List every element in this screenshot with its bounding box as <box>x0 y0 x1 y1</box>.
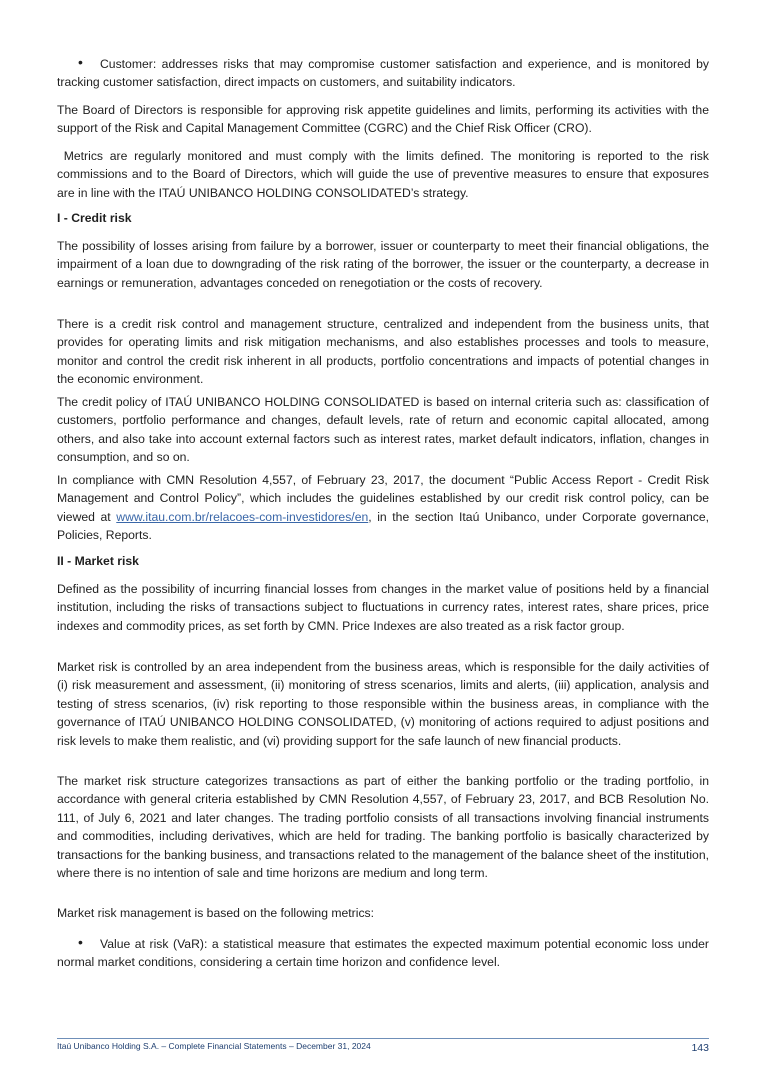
credit-para-4-before: In compliance with CMN Resolution 4,557, of February 23, 2017, the document “Public Access Report - Credit Risk Management and Control Policy”, which includes the guidelines established by our credit risk control policy, can be viewed at <box>57 473 709 524</box>
para-metrics: Metrics are regularly monitored and must comply with the limits defined. The monitoring is reported to the risk commissions and to the Board of Directors, which will guide the use of preventive measures to ensure that exposures are in line with the ITAÚ UNIBANCO HOLDING CONSOLIDATED’s strategy. <box>57 149 713 200</box>
footer-document-title: Itaú Unibanco Holding S.A. – Complete Financial Statements – December 31, 2024 <box>57 1041 371 1051</box>
credit-para-4-after: , in the section Itaú Unibanco, under Corporate governance, Policies, Reports. <box>57 509 710 543</box>
heading-credit-risk: I - Credit risk <box>57 211 132 225</box>
bullet-var <box>57 935 709 972</box>
market-para-2: Market risk is controlled by an area independent from the business areas, which is responsible for the daily activities of (i) risk measurement and assessment, (ii) monitoring of stress scenarios, limits and alerts, (iii) application, analysis and testing of stress scenarios, (iv) risk reporting to those responsible within the business areas, in compliance with the governance of ITAÚ UNIBANCO HOLDING CONSOLIDATED, (v) monitoring of actions required to adjust positions and risk levels to make them realistic, and (vi) providing support for the safe launch of new financial products. <box>57 660 709 748</box>
bullet-customer <box>57 55 709 92</box>
investor-relations-link[interactable]: www.itau.com.br/relacoes-com-investidores/en <box>116 509 369 524</box>
bullet-symbol: • <box>78 54 83 70</box>
heading-market-risk: II - Market risk <box>57 554 139 568</box>
market-para-1: Defined as the possibility of incurring financial losses from changes in the market value of positions held by a financial institution, including the risks of transactions subject to fluctuations in currency rates, interest rates, share prices, price indexes and commodity prices, as set forth by CMN. Price Indexes are also treated as a risk factor group. <box>57 582 709 633</box>
market-para-3: The market risk structure categorizes transactions as part of either the banking portfolio or the trading portfolio, in accordance with general criteria established by CMN Resolution 4,557, of February 23, 2017, and BCB Resolution No. 111, of July 6, 2021 and later changes. The trading portfolio consists of all transactions involving financial instruments and commodities, including derivatives, which are held for trading. The banking portfolio is basically characterized by transactions for the banking business, and transactions related to the management of the balance sheet of the institution, where there is no intention of sale and time horizons are medium and long term. <box>57 774 709 881</box>
page-number: 143 <box>691 1042 709 1054</box>
credit-para-2: There is a credit risk control and management structure, centralized and independent from the business units, that provides for operating limits and risk mitigation mechanisms, and also establishes processes and tools to measure, monitor and control the credit risk inherent in all products, portfolio concentrations and impacts of potential changes in the economic environment. <box>57 317 709 387</box>
credit-para-3: The credit policy of ITAÚ UNIBANCO HOLDING CONSOLIDATED is based on internal criteria such as: classification of customers, portfolio performance and changes, default levels, rate of return and economic capital allocated, among others, and also take into account external factors such as interest rates, market default indicators, inflation, changes in consumption, and so on. <box>57 395 709 465</box>
credit-para-1: The possibility of losses arising from failure by a borrower, issuer or counterparty to meet their financial obligations, the impairment of a loan due to downgrading of the risk rating of the borrower, the issuer or the counterparty, a decrease in earnings or remuneration, advantages conceded on renegotiation or the costs of recovery. <box>57 239 709 290</box>
bullet-symbol: • <box>78 934 83 950</box>
para-board: The Board of Directors is responsible for approving risk appetite guidelines and limits, performing its activities with the support of the Risk and Capital Management Committee (CGRC) and the Chief Risk Officer (CRO). <box>57 103 709 136</box>
credit-para-4 <box>57 471 709 545</box>
bullet-var-text: Value at risk (VaR): a statistical measure that estimates the expected maximum potential economic loss under normal market conditions, considering a certain time horizon and confidence level. <box>57 937 709 970</box>
bullet-customer-text: Customer: addresses risks that may compromise customer satisfaction and experience, and is monitored by tracking customer satisfaction, direct impacts on customers, and suitability indicators. <box>57 57 709 90</box>
market-para-4: Market risk management is based on the following metrics: <box>57 906 375 920</box>
footer-divider <box>57 1038 709 1039</box>
